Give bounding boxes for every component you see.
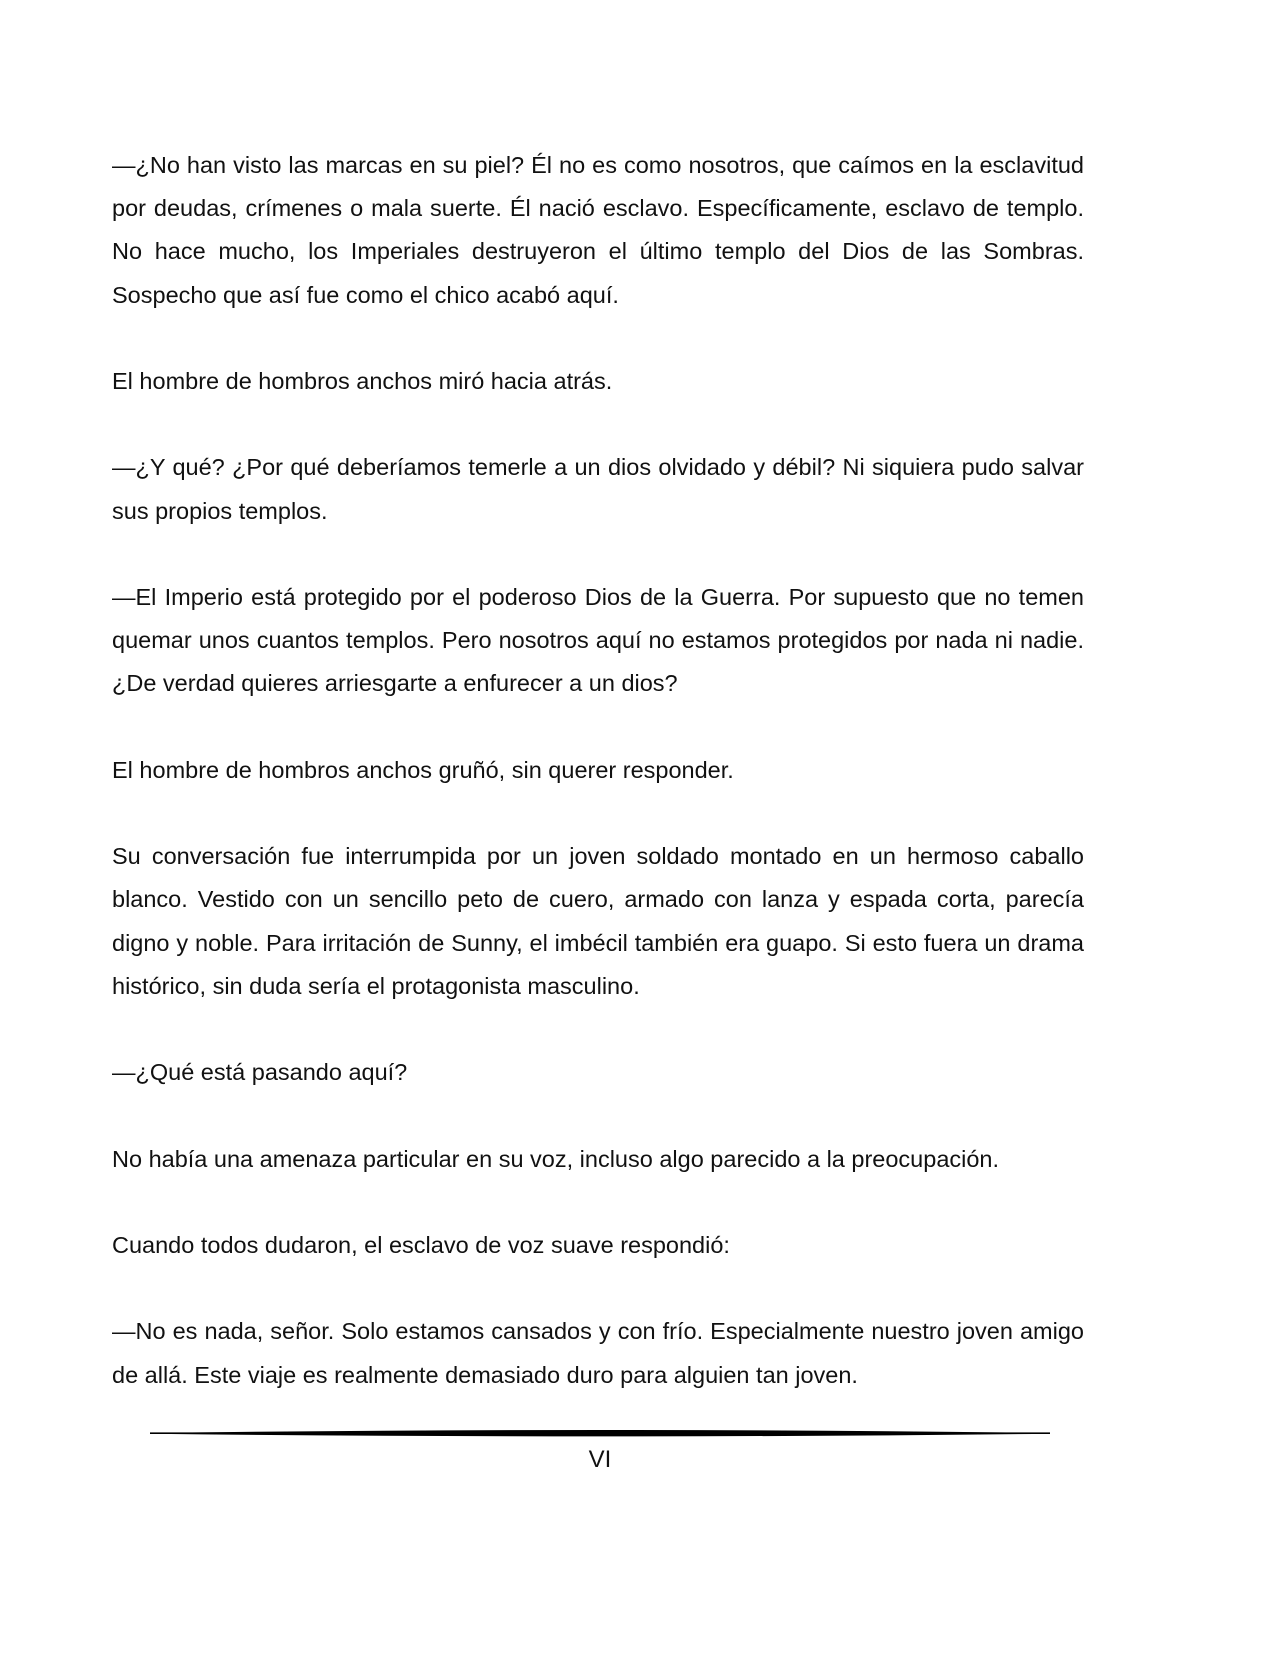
- paragraph: —¿No han visto las marcas en su piel? Él no es como nosotros, que caímos en la esclavitud por deudas, crímenes o mala suerte. Él nació esclavo. Específicamente, esclavo de templo. No hace mucho, los Imperiales destruyeron el último templo del Dios de las Sombras. Sospecho que así fue como el chico acabó aquí.: [112, 152, 1084, 308]
- divider-line: [150, 1432, 1050, 1434]
- paragraph: El hombre de hombros anchos miró hacia atrás.: [112, 368, 613, 394]
- paragraph: No había una amenaza particular en su voz, incluso algo parecido a la preocupación.: [112, 1145, 1000, 1172]
- paragraph: Cuando todos dudaron, el esclavo de voz suave respondió:: [112, 1231, 730, 1258]
- paragraph: —¿Qué está pasando aquí?: [112, 1059, 408, 1086]
- footer-divider: [150, 1425, 1050, 1441]
- paragraph: —El Imperio está protegido por el poderoso Dios de la Guerra. Por supuesto que no temen quemar unos cuantos templos. Pero nosotros aquí no estamos protegidos por nada ni nadie. ¿De verdad quieres arriesgarte a enfurecer a un dios?: [112, 583, 1084, 697]
- paragraph: —¿Y qué? ¿Por qué deberíamos temerle a un dios olvidado y débil? Ni siquiera pudo salvar sus propios templos.: [112, 454, 1084, 524]
- paragraph: El hombre de hombros anchos gruñó, sin querer responder.: [112, 756, 734, 783]
- paragraph: Su conversación fue interrumpida por un joven soldado montado en un hermoso caballo blanco. Vestido con un sencillo peto de cuero, armado con lanza y espada corta, parecía digno y noble. Para irritación de Sunny, el imbécil también era guapo. Si esto fuera un drama histórico, sin duda sería el protagonista masculino.: [112, 843, 1084, 999]
- page-number: VI: [588, 1446, 612, 1473]
- paragraph: —No es nada, señor. Solo estamos cansados y con frío. Especialmente nuestro joven amigo de allá. Este viaje es realmente demasiado duro para alguien tan joven.: [112, 1318, 1084, 1388]
- body-text: [112, 144, 1084, 1440]
